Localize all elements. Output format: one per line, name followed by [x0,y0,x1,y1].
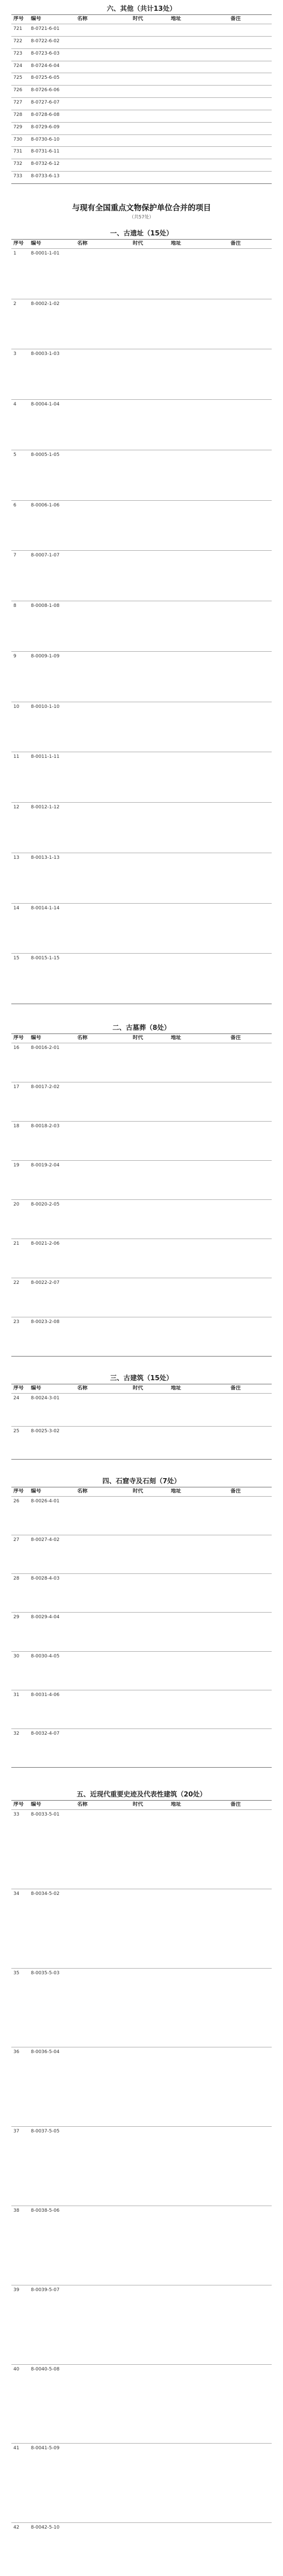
column-header-code: 编号 [31,1035,41,1041]
cell-code: 8-0723-6-03 [31,50,60,56]
column-header-code: 编号 [31,1488,41,1494]
cell-code: 8-0005-1-05 [31,452,60,457]
cell-code: 8-0019-2-04 [31,1163,60,1168]
cell-code: 8-0003-1-03 [31,351,60,357]
cell-code: 8-0732-6-12 [31,161,60,167]
cell-code: 8-0011-1-11 [31,754,60,760]
table-rule [11,183,272,184]
cell-seq: 721 [13,26,23,31]
cell-code: 8-0041-5-09 [31,2446,60,2451]
cell-seq: 23 [13,1319,20,1325]
cell-code: 8-0020-2-05 [31,1202,60,1207]
column-header-name: 名称 [77,16,87,22]
table-row [0,2206,283,2285]
cell-code: 8-0024-3-01 [31,1396,60,1401]
section-title-ancient-sites: 一、古遗址（15处） [110,230,173,238]
cell-seq: 726 [13,88,23,93]
column-header-name: 名称 [77,1802,87,1807]
table-row [0,903,283,954]
cell-code: 8-0729-6-09 [31,124,60,130]
table-other [0,14,283,184]
cell-seq: 32 [13,1731,20,1736]
cell-seq: 724 [13,63,23,69]
table-row [0,1239,283,1278]
cell-code: 8-0029-4-04 [31,1615,60,1620]
table-row [0,651,283,702]
cell-seq: 13 [13,855,20,860]
cell-seq: 33 [13,1812,20,1817]
section-title-other: 六、其他（共计13处） [107,5,176,13]
column-header-note: 备注 [231,1802,241,1807]
cell-seq: 15 [13,956,20,961]
table-row [0,36,283,48]
cell-seq: 731 [13,149,23,155]
column-header-address: 地址 [171,1802,181,1807]
cell-code: 8-0022-2-07 [31,1280,60,1285]
cell-code: 8-0033-5-01 [31,1812,60,1817]
table-grottoes [0,1487,283,1768]
cell-code: 8-0025-3-02 [31,1429,60,1434]
table-row [0,248,283,299]
cell-code: 8-0731-6-11 [31,149,60,155]
cell-code: 8-0038-5-06 [31,2208,60,2213]
table-row [0,1082,283,1121]
table-row [0,1160,283,1199]
cell-code: 8-0722-6-02 [31,38,60,44]
cell-code: 8-0036-5-04 [31,2049,60,2055]
table-row [0,97,283,110]
table-row [0,1393,283,1426]
cell-code: 8-0728-6-08 [31,112,60,117]
cell-code: 8-0008-1-08 [31,603,60,609]
table-row [0,61,283,73]
cell-seq: 24 [13,1396,20,1401]
table-row [0,2126,283,2206]
table-row [0,1889,283,1968]
cell-code: 8-0030-4-05 [31,1653,60,1659]
cell-seq: 1 [13,251,16,256]
table-rule [11,1767,272,1768]
section-title-ancient-tombs: 二、古墓葬（8处） [112,1024,171,1032]
cell-code: 8-0027-4-02 [31,1537,60,1543]
cell-seq: 5 [13,452,16,457]
cell-seq: 40 [13,2366,20,2372]
table-row [0,399,283,450]
column-header-seq: 序号 [13,1802,24,1807]
table-row [0,73,283,85]
cell-seq: 12 [13,805,20,810]
table-row [0,550,283,601]
column-header-seq: 序号 [13,1488,24,1494]
cell-seq: 14 [13,905,20,911]
table-modern-sites [0,1800,283,2576]
table-row [0,159,283,171]
cell-seq: 722 [13,38,23,44]
column-header-note: 备注 [231,1385,241,1391]
table-rule [11,1800,272,1801]
cell-code: 8-0031-4-06 [31,1692,60,1698]
table-row [0,122,283,134]
table-row [0,500,283,551]
cell-seq: 39 [13,2287,20,2293]
cell-seq: 733 [13,174,23,179]
column-header-address: 地址 [171,241,181,246]
column-header-name: 名称 [77,1385,87,1391]
cell-code: 8-0028-4-03 [31,1576,60,1582]
cell-code: 8-0006-1-06 [31,502,60,508]
column-header-era: 时代 [133,1488,143,1494]
table-row [0,1121,283,1160]
cell-code: 8-0016-2-01 [31,1045,60,1050]
cell-seq: 7 [13,553,16,558]
cell-code: 8-0015-1-15 [31,956,60,961]
cell-code: 8-0013-1-13 [31,855,60,860]
table-row [0,349,283,399]
cell-seq: 41 [13,2446,20,2451]
table-row [0,146,283,159]
table-row [0,1426,283,1459]
table-row [0,1728,283,1767]
cell-seq: 2 [13,301,16,307]
cell-code: 8-0040-5-08 [31,2366,60,2372]
document-title: 与现有全国重点文物保护单位合并的项目 [72,203,211,212]
cell-seq: 8 [13,603,16,609]
table-row [0,1496,283,1535]
table-row [0,1535,283,1573]
cell-seq: 17 [13,1084,20,1090]
cell-seq: 725 [13,75,23,81]
table-row [0,1278,283,1317]
table-rule [11,14,272,15]
cell-seq: 11 [13,754,20,760]
cell-code: 8-0730-6-10 [31,137,60,142]
cell-code: 8-0034-5-02 [31,1891,60,1896]
table-row [0,1651,283,1690]
cell-code: 8-0002-1-02 [31,301,60,307]
table-row [0,1199,283,1239]
table-row [0,601,283,651]
column-header-code: 编号 [31,1385,41,1391]
column-header-address: 地址 [171,16,181,22]
cell-code: 8-0035-5-03 [31,1970,60,1976]
column-header-note: 备注 [231,16,241,22]
cell-seq: 16 [13,1045,20,1050]
cell-seq: 36 [13,2049,20,2055]
table-rule [11,239,272,240]
cell-seq: 26 [13,1499,20,1504]
cell-seq: 38 [13,2208,20,2213]
table-ancient-tombs [0,1033,283,1357]
cell-seq: 730 [13,137,23,142]
cell-seq: 34 [13,1891,20,1896]
cell-code: 8-0026-4-01 [31,1499,60,1504]
table-row [0,134,283,147]
table-row [0,450,283,500]
column-header-seq: 序号 [13,16,24,22]
cell-seq: 4 [13,402,16,408]
cell-code: 8-0021-2-06 [31,1241,60,1246]
column-header-code: 编号 [31,1802,41,1807]
cell-code: 8-0014-1-14 [31,905,60,911]
cell-seq: 732 [13,161,23,167]
table-row [0,1612,283,1651]
cell-code: 8-0724-6-04 [31,63,60,69]
cell-code: 8-0727-6-07 [31,100,60,106]
column-header-seq: 序号 [13,1035,24,1041]
cell-code: 8-0004-1-04 [31,402,60,408]
cell-code: 8-0007-1-07 [31,553,60,558]
column-header-address: 地址 [171,1035,181,1041]
column-header-era: 时代 [133,1035,143,1041]
table-row [0,85,283,97]
table-ancient-sites [0,239,283,1005]
table-row [0,1690,283,1728]
cell-seq: 19 [13,1163,20,1168]
cell-seq: 723 [13,50,23,56]
table-row [0,1968,283,2047]
column-header-code: 编号 [31,241,41,246]
cell-seq: 21 [13,1241,20,1246]
table-row [0,1573,283,1612]
document-title-note: （共57处） [129,215,154,220]
cell-seq: 10 [13,704,20,709]
column-header-address: 地址 [171,1488,181,1494]
column-header-seq: 序号 [13,241,24,246]
cell-seq: 30 [13,1653,20,1659]
section-title-ancient-buildings: 三、古建筑（15处） [110,1375,173,1382]
cell-code: 8-0001-1-01 [31,251,60,256]
cell-code: 8-0042-5-10 [31,2525,60,2531]
cell-seq: 29 [13,1615,20,1620]
table-ancient-buildings [0,1384,283,1460]
column-header-era: 时代 [133,241,143,246]
cell-code: 8-0032-4-07 [31,1731,60,1736]
cell-code: 8-0037-5-05 [31,2129,60,2134]
cell-code: 8-0017-2-02 [31,1084,60,1090]
cell-seq: 3 [13,351,16,357]
column-header-era: 时代 [133,16,143,22]
table-row [0,1043,283,1082]
cell-code: 8-0725-6-05 [31,75,60,81]
column-header-era: 时代 [133,1802,143,1807]
column-header-name: 名称 [77,1035,87,1041]
cell-seq: 31 [13,1692,20,1698]
table-row [0,2364,283,2444]
table-row [0,110,283,122]
cell-code: 8-0010-1-10 [31,704,60,709]
table-row [0,2285,283,2364]
table-row [0,953,283,1004]
cell-code: 8-0726-6-06 [31,88,60,93]
cell-seq: 37 [13,2129,20,2134]
table-row [0,48,283,61]
column-header-seq: 序号 [13,1385,24,1391]
column-header-address: 地址 [171,1385,181,1391]
table-row [0,702,283,752]
cell-seq: 35 [13,1970,20,1976]
cell-seq: 27 [13,1537,20,1543]
column-header-note: 备注 [231,241,241,246]
table-row [0,802,283,853]
cell-code: 8-0733-6-13 [31,174,60,179]
cell-seq: 729 [13,124,23,130]
cell-seq: 22 [13,1280,20,1285]
table-row [0,2522,283,2576]
cell-code: 8-0009-1-09 [31,653,60,659]
cell-seq: 18 [13,1124,20,1129]
cell-seq: 25 [13,1429,20,1434]
table-row [0,24,283,36]
column-header-name: 名称 [77,1488,87,1494]
cell-seq: 28 [13,1576,20,1582]
table-row [0,2443,283,2522]
table-row [0,853,283,903]
cell-code: 8-0012-1-12 [31,805,60,810]
column-header-note: 备注 [231,1035,241,1041]
cell-code: 8-0039-5-07 [31,2287,60,2293]
section-title-modern-sites: 五、近现代重要史迹及代表性建筑（20处） [76,1791,207,1799]
cell-seq: 9 [13,653,16,659]
table-row [0,2047,283,2126]
table-row [0,752,283,802]
section-title-grottoes: 四、石窟寺及石刻（7处） [102,1478,181,1485]
table-row [0,1317,283,1356]
column-header-name: 名称 [77,241,87,246]
column-header-era: 时代 [133,1385,143,1391]
table-row [0,171,283,183]
cell-seq: 42 [13,2525,20,2531]
cell-seq: 727 [13,100,23,106]
table-row [0,1809,283,1889]
cell-seq: 6 [13,502,16,508]
table-row [0,299,283,349]
cell-seq: 728 [13,112,23,117]
table-rule [11,1033,272,1034]
table-rule [11,1356,272,1357]
column-header-note: 备注 [231,1488,241,1494]
cell-seq: 20 [13,1202,20,1207]
column-header-code: 编号 [31,16,41,22]
cell-code: 8-0023-2-08 [31,1319,60,1325]
table-rule [11,1459,272,1460]
cell-code: 8-0018-2-03 [31,1124,60,1129]
cell-code: 8-0721-6-01 [31,26,60,31]
